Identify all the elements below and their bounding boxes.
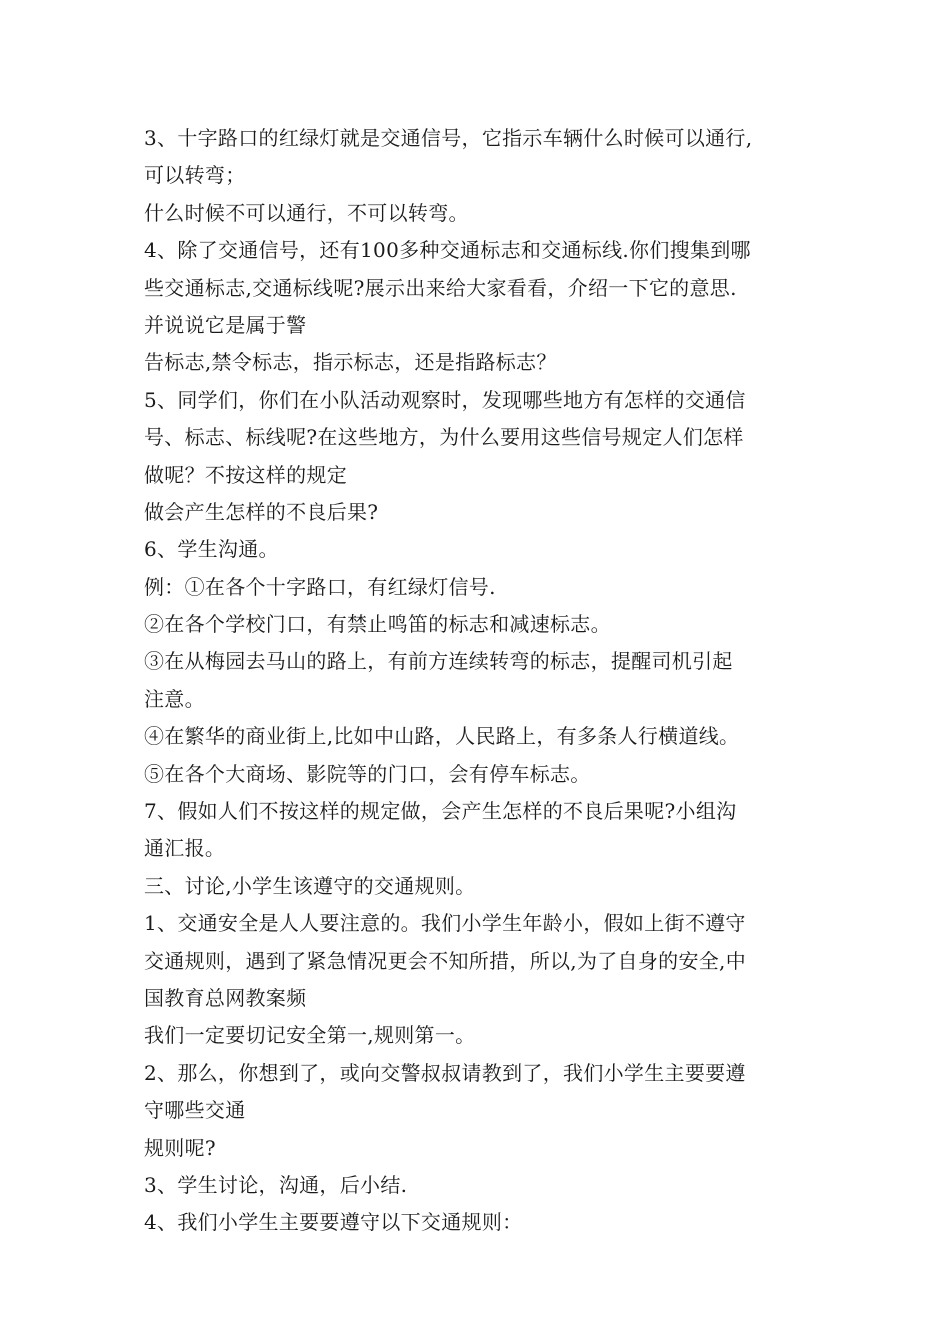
text-line: 国教育总网教案频 [144,985,307,1010]
text-line: 注意。 [144,686,205,711]
text-line: 3、十字路口的红绿灯就是交通信号，它指示车辆什么时候可以通行, [144,126,753,150]
text-line: 做会产生怎样的不良后果? [144,499,379,524]
text-line: 些交通标志,交通标线呢?展示出来给大家看看，介绍一下它的意思. [144,275,737,300]
text-line: 号、标志、标线呢?在这些地方，为什么要用这些信号规定人们怎样 [144,425,744,450]
text-line: 并说说它是属于警 [144,312,307,337]
text-line: ⑤在各个大商场、影院等的门口，会有停车标志。 [144,761,591,786]
text-line: 告标志,禁令标志，指示标志，还是指路标志？ [144,350,557,375]
text-line: 通汇报。 [144,836,226,861]
text-line: ④在繁华的商业街上,比如中山路，人民路上，有多条人行横道线。 [144,724,740,749]
text-line: 1、交通安全是人人要注意的。我们小学生年龄小，假如上街不遵守 [144,911,746,936]
text-line: 7、假如人们不按这样的规定做，会产生怎样的不良后果呢?小组沟 [144,799,737,824]
text-line: 6、学生沟通。 [144,537,279,562]
text-line: 交通规则，遇到了紧急情况更会不知所措，所以,为了自身的安全,中 [144,948,747,973]
text-line: 什么时候不可以通行，不可以转弯。 [144,200,469,225]
text-line: 守哪些交通 [144,1098,246,1123]
text-line: 例：①在各个十字路口，有红绿灯信号. [144,574,496,599]
text-line: 规则呢? [144,1135,216,1160]
section-heading: 三、讨论,小学生该遵守的交通规则。 [144,873,476,898]
document-body [144,120,814,1242]
text-line: 4、我们小学生主要要遵守以下交通规则： [144,1210,523,1235]
text-line: 2、那么，你想到了，或向交警叔叔请教到了，我们小学生主要要遵 [144,1060,746,1085]
text-line: ②在各个学校门口，有禁止鸣笛的标志和减速标志。 [144,612,611,637]
text-line: 4、除了交通信号，还有100多种交通标志和交通标线.你们搜集到哪 [144,238,751,263]
text-line: 可以转弯； [144,163,246,188]
text-line: 做呢？不按这样的规定 [144,462,347,487]
text-line: 3、学生讨论，沟通，后小结. [144,1172,408,1197]
text-line: ③在从梅园去马山的路上，有前方连续转弯的标志，提醒司机引起 [144,649,733,674]
text-line: 5、同学们，你们在小队活动观察时，发现哪些地方有怎样的交通信 [144,387,746,412]
text-line: 我们一定要切记安全第一,规则第一。 [144,1023,476,1048]
